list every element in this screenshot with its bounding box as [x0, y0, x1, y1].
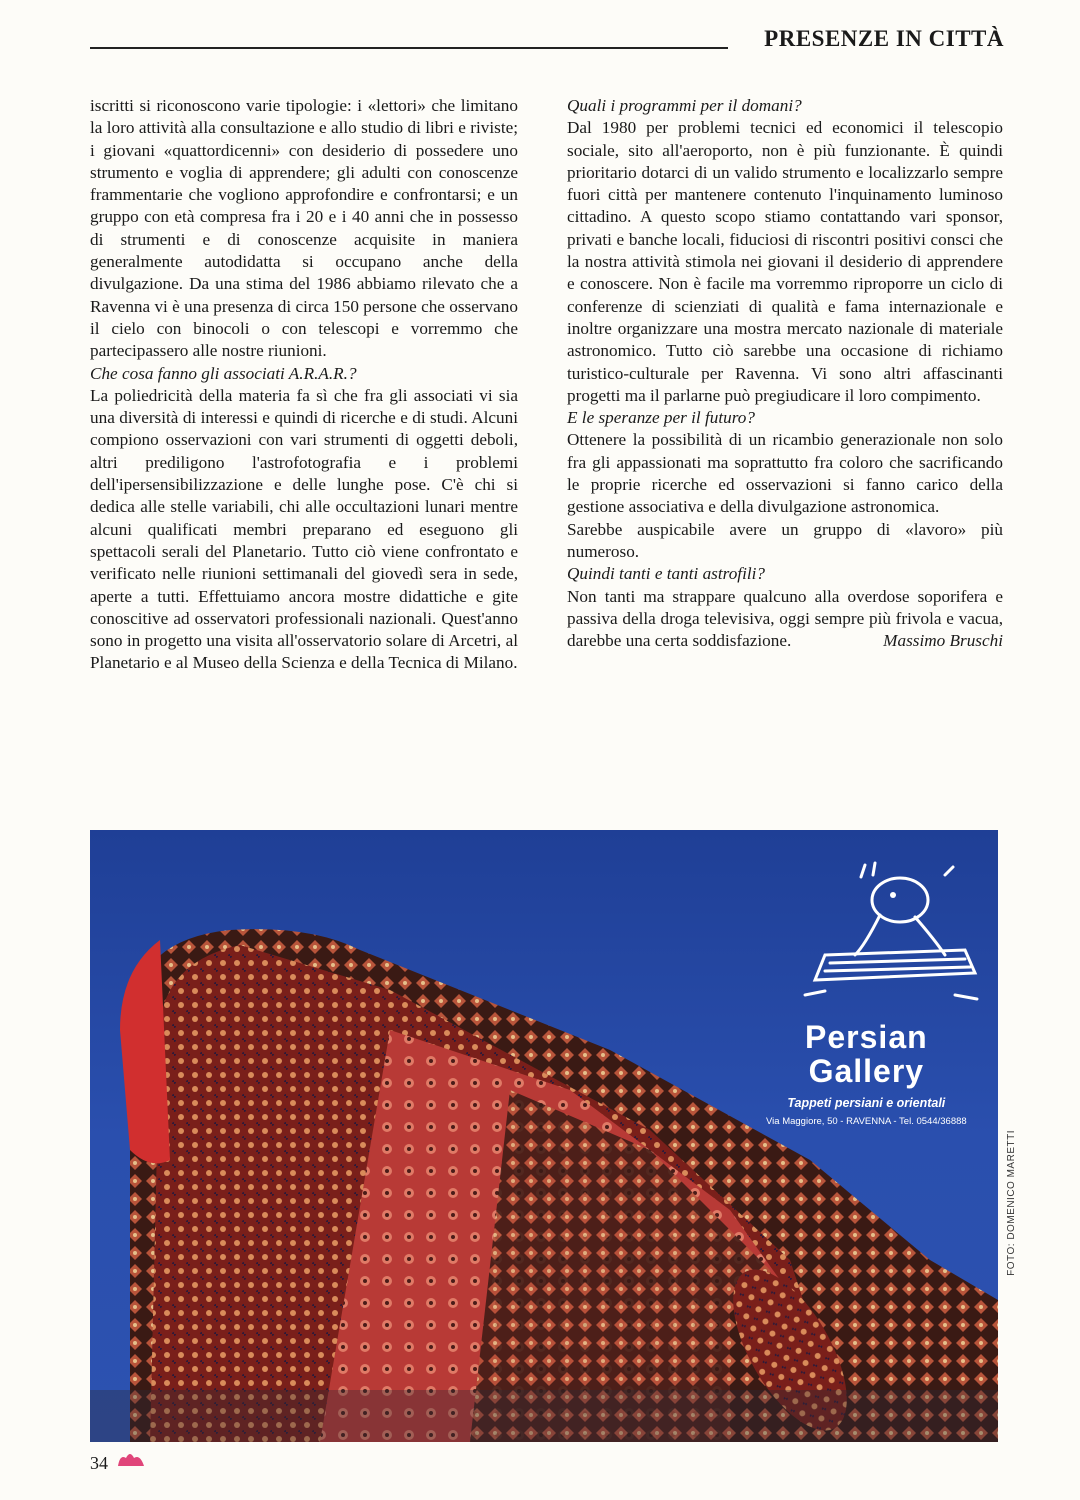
photo-credit: FOTO: DOMENICO MARETTI: [1006, 1130, 1017, 1276]
header-rule: [90, 47, 728, 49]
question-heading: Quali i programmi per il domani?: [567, 96, 802, 115]
page-number: 34: [90, 1453, 108, 1473]
article-left-column: [90, 95, 518, 675]
section-title: PRESENZE IN CITTÀ: [764, 26, 1004, 51]
flying-carpet-rider-icon: [795, 855, 985, 1015]
author-signature: Massimo Bruschi: [883, 631, 1003, 651]
paragraph: Sarebbe auspicabile avere un gruppo di «lavoro» più numeroso.: [567, 519, 1003, 561]
question-heading: Che cosa fanno gli associati A.R.A.R.?: [90, 363, 357, 383]
brand-address: Via Maggiore, 50 - RAVENNA - Tel. 0544/36888: [766, 1116, 967, 1127]
paragraph: Dal 1980 per problemi tecnici ed economici il telescopio sociale, sito all'aeroporto, non è più funzionante. È quindi prioritario dotarci di un valido strumento e localizzarlo sempre fuori città per mantenere contenuto l'inquinamento luminoso cittadino. A questo scopo stiamo contattando vari sponsor, privati e banche locali, fiduciosi di riscontri positivi consci che la nostra attività stimola nei giovani il desiderio di apprendere e conoscere. Non è facile ma vorremmo riproporre un ciclo di conferenze di scienziati di qualità e fama internazionale e inoltre organizzare una mostra mercato nazionale di materiale astronomico. Tutto ciò sarebbe una occasione di richiamo turistico-culturale per Ravenna. Vi sono altri affascinanti progetti ma il parlarne può pregiudicare il loro compimento.: [567, 118, 1003, 405]
question-heading: Quindi tanti e tanti astrofili?: [567, 564, 765, 584]
brand-name-line1: Persian: [805, 1019, 928, 1055]
paragraph: Ottenere la possibilità di un ricambio generazionale non solo fra gli appassionati ma soprattutto fra coloro che sacrificando le proprie ricerche ed osservazioni si fanno carico della gestione associativa e della divulgazione astronomica.: [567, 430, 1003, 517]
paragraph: Non tanti ma strappare qualcuno alla overdose soporifera e passiva della droga televisiva, oggi sempre più frivola e vacua, darebbe una certa soddisfazione.: [567, 586, 1003, 651]
paragraph: iscritti si riconoscono varie tipologie: i «lettori» che limitano la loro attività alla consultazione e allo studio di libri e riviste; i giovani «quattordicenni» con desiderio di possedere uno strumento e voglia di apprendere; gli adulti con conoscenze frammentarie che vogliono approfondire e confrontarsi; e un gruppo con età compresa fra i 20 e i 40 anni che in possesso di strumenti e di conoscenze acquisite in maniera generalmente autodidatta si occupano anche della divulgazione. Da una stima del 1986 abbiamo rilevato che a Ravenna vi è una presenza di circa 150 persone che osservano il cielo con binocoli o con telescopi e vorremmo che partecipassero alle nostre riunioni.: [90, 96, 518, 361]
brand-block: [766, 1020, 967, 1127]
brand-tagline: Tappeti persiani e orientali: [787, 1096, 946, 1110]
persian-gallery-advertisement: [90, 830, 998, 1442]
paragraph: La poliedricità della materia fa sì che fra gli associati vi sia una diversità di interessi e quindi di ricerche e di studi. Alcuni compiono osservazioni con vari strumenti di oggetti deboli, altri prediligono l'astrofotografia e i problemi dell'ipersensibilizzazione e delle lunghe pose. C'è chi si dedica alle stelle variabili, chi alle occultazioni lunari mentre alcuni qualificati membri preparano ed eseguono gli spettacoli serali del Planetario. Tutto ciò viene confrontato e verificato nelle riunioni settimanali del giovedì sera in sede, aperte a tutti. Effettuiamo ancora mostre didattiche e gite conoscitive ad osservatori professionali nazionali. Quest'anno sono in progetto una visita all'osservatorio solare di Arcetri, al Planetario e al Museo della Scienza e della Tecnica di Milano.: [90, 385, 518, 673]
question-heading: E le speranze per il futuro?: [567, 408, 755, 428]
article-right-column: [567, 95, 1003, 653]
magazine-logo-icon: [116, 1450, 146, 1468]
brand-name-line2: Gallery: [808, 1053, 925, 1089]
